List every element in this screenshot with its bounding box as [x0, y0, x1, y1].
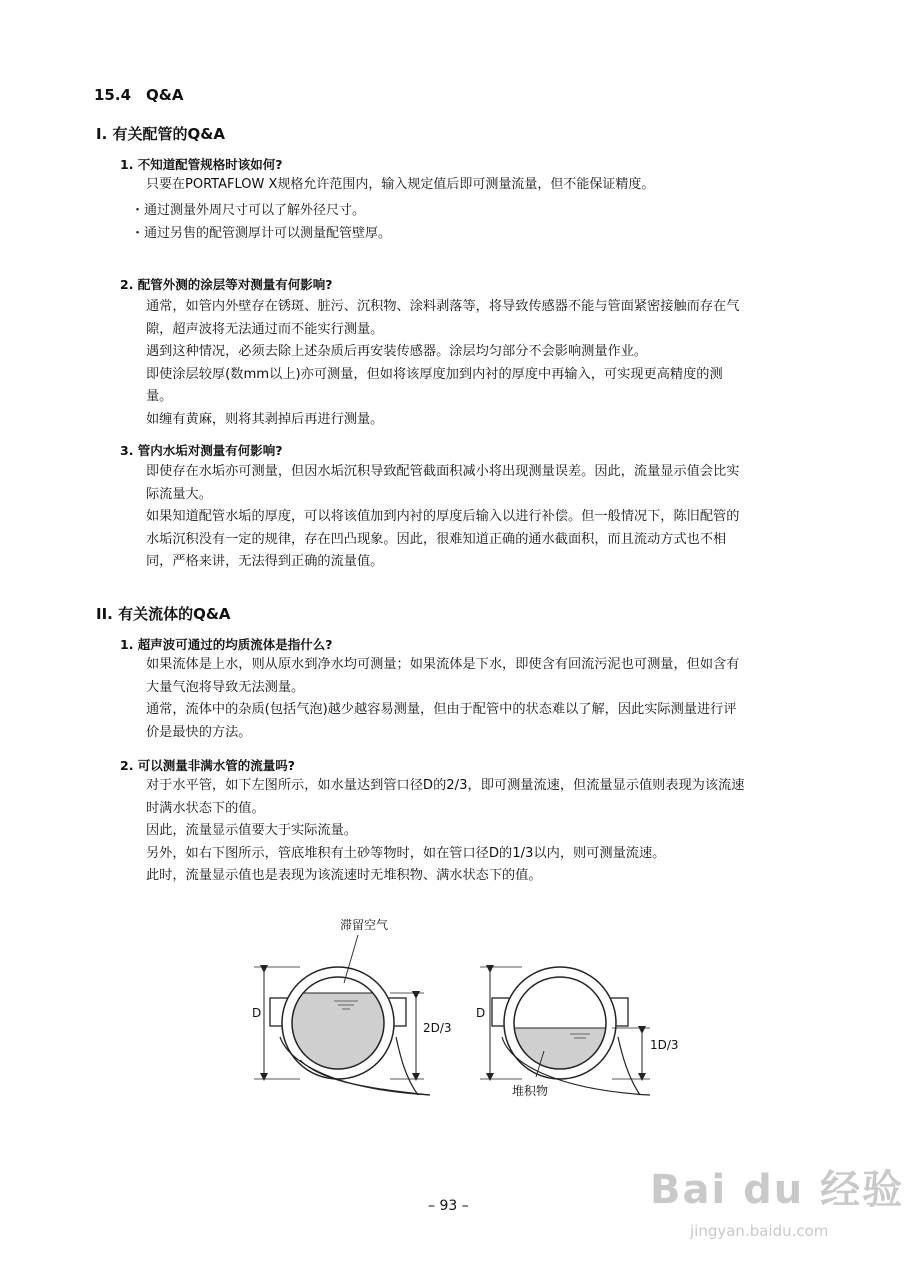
part1-q3-question: 3. 管内水垢对测量有何影响?: [120, 443, 283, 458]
part1-q2-question: 2. 配管外测的涂层等对测量有何影响?: [120, 277, 333, 292]
right-d-label: D: [476, 1006, 486, 1020]
text-line: 即使涂层较厚(数mm以上)亦可测量，但如将该厚度加到内衬的厚度中再输入，可实现更高精度的测: [146, 366, 723, 382]
left-d-label: D: [252, 1006, 262, 1020]
text-line: 如果流体是上水，则从原水到净水均可测量；如果流体是下水，即使含有回流污泥也可测量，但如含有: [146, 657, 740, 672]
part1-q1-question: 1. 不知道配管规格时该如何?: [120, 157, 283, 172]
part1-q1-bullet-1: ・通过测量外周尺寸可以了解外径尺寸。: [131, 203, 366, 218]
part1-title: I. 有关配管的Q&A: [96, 125, 225, 143]
baidu-watermark-url: jingyan.baidu.com: [690, 1222, 829, 1240]
left-pipe: [252, 917, 452, 1095]
text-line: 同，严格来讲，无法得到正确的流量值。: [146, 554, 384, 569]
right-cable-2: [618, 1037, 640, 1095]
text-line: 对于水平管，如下左图所示，如水量达到管口径D的2/3，即可测量流速，但流量显示值则表现为该流速: [146, 778, 745, 793]
section-title: 15.4 Q&A: [94, 86, 184, 104]
part2-q1-answer: [146, 654, 826, 744]
text-line: 此时，流量显示值也是表现为该流速时无堆积物、满水状态下的值。: [146, 868, 542, 883]
part2-title: II. 有关流体的Q&A: [96, 605, 231, 623]
text-line: 大量气泡将导致无法测量。: [146, 679, 305, 695]
part2-q1-question: 1. 超声波可通过的均质流体是指什么?: [120, 637, 333, 652]
text-line: 另外，如右下图所示，管底堆积有土砂等物时，如在管口径D的1/3以内，则可测量流速。: [146, 845, 666, 861]
pipe-diagram: [240, 905, 700, 1105]
part2-q2-question: 2. 可以测量非满水管的流量吗?: [120, 758, 296, 773]
left-cable-2: [396, 1037, 418, 1095]
text-line: 通常，如管内外壁存在锈斑、脏污、沉积物、涂料剥落等，将导致传感器不能与管面紧密接触而存在气: [146, 299, 740, 314]
right-pipe: [476, 967, 679, 1098]
left-air-label: 滞留空气: [340, 918, 389, 932]
right-level-label: 1D/3: [650, 1038, 679, 1052]
text-line: 因此，流量显示值要大于实际流量。: [146, 823, 357, 838]
text-line: 时满水状态下的值。: [146, 800, 265, 816]
text-line: 如缠有黄麻，则将其剥掉后再进行测量。: [146, 411, 384, 427]
part1-q1-answer: 只要在PORTAFLOW X规格允许范围内，输入规定值后即可测量流量，但不能保证精度。: [146, 177, 655, 192]
text-line: 价是最快的方法。: [146, 724, 252, 740]
text-line: 即使存在水垢亦可测量，但因水垢沉积导致配管截面积减小将出现测量误差。因此，流量显示值会比实: [146, 464, 740, 479]
part2-q2-answer: [146, 775, 826, 888]
text-line: 水垢沉积没有一定的规律，存在凹凸现象。因此，很难知道正确的通水截面积，而且流动方式也不相: [146, 531, 727, 547]
right-sediment-label: 堆积物: [512, 1084, 549, 1098]
text-line: 遇到这种情况，必须去除上述杂质后再安装传感器。涂层均匀部分不会影响测量作业。: [146, 344, 648, 359]
text-line: 量。: [146, 389, 173, 404]
part1-q3-answer: [146, 461, 826, 574]
part1-q1-bullet-2: ・通过另售的配管测厚计可以测量配管壁厚。: [131, 226, 392, 241]
part1-q2-answer: [146, 296, 826, 431]
text-line: 隙，超声波将无法通过而不能实行测量。: [146, 321, 384, 337]
text-line: 际流量大。: [146, 486, 212, 502]
text-line: 通常，流体中的杂质(包括气泡)越少越容易测量，但由于配管中的状态难以了解，因此实际测量进行评: [146, 702, 737, 717]
text-line: 如果知道配管水垢的厚度，可以将该值加到内衬的厚度后输入以进行补偿。但一般情况下，陈旧配管的: [146, 509, 740, 524]
left-level-label: 2D/3: [423, 1021, 452, 1035]
page-number: – 93 –: [428, 1198, 469, 1214]
baidu-watermark-logo: Bai du 经验: [650, 1167, 905, 1213]
